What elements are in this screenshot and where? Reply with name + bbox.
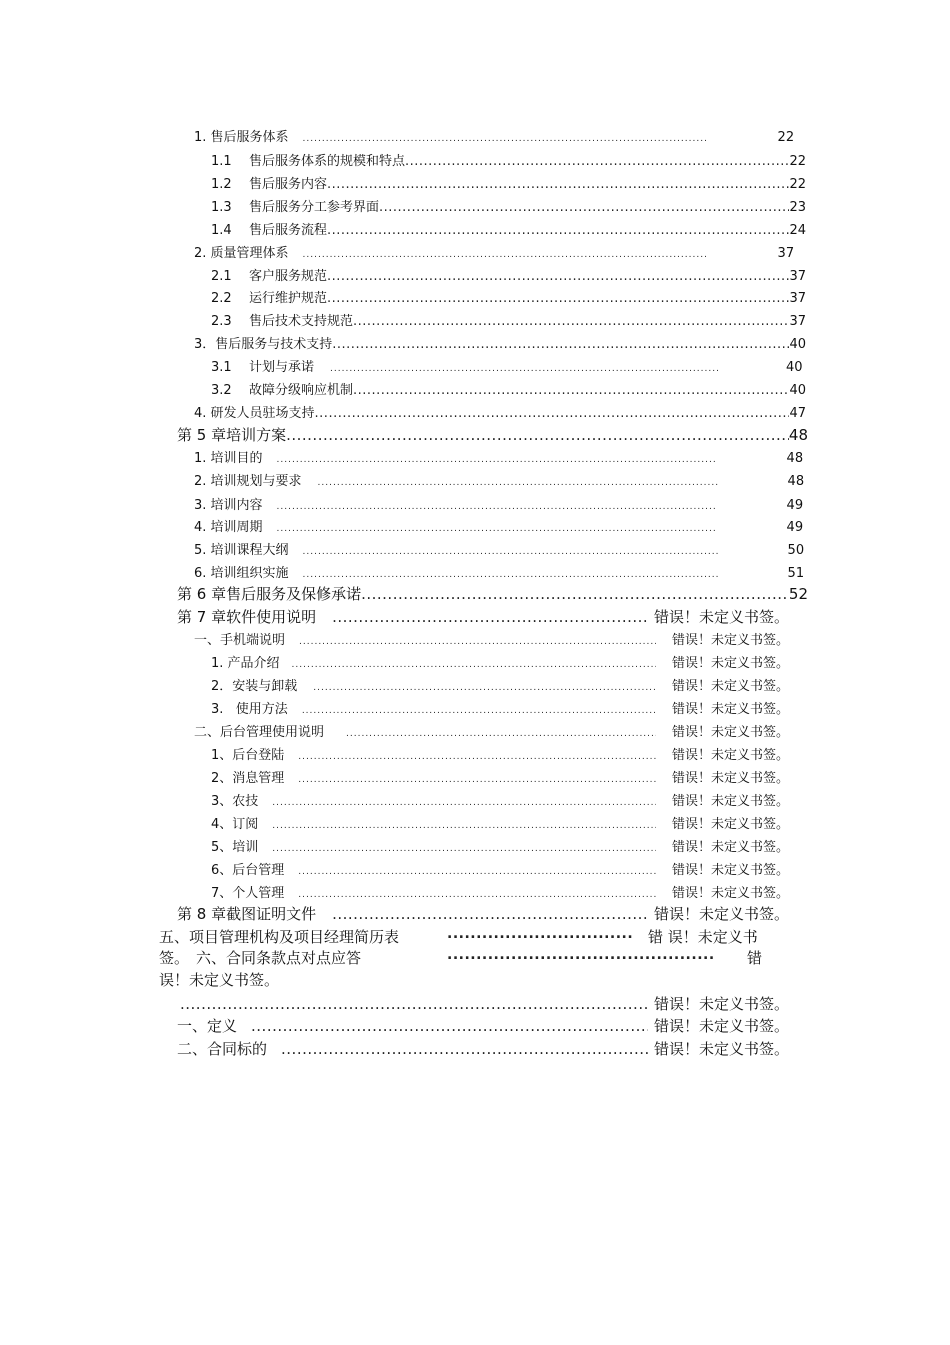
toc-page-cont: 签。 xyxy=(159,949,190,967)
leader-dots xyxy=(298,863,656,878)
leader-dots xyxy=(353,314,789,329)
leader-dots xyxy=(315,406,790,421)
toc-page: 错误！未定义书签。 xyxy=(671,886,789,901)
toc-page: 49 xyxy=(786,520,804,535)
toc-page: 40 xyxy=(789,383,806,398)
leader-dots xyxy=(332,608,648,626)
toc-page: 24 xyxy=(789,223,806,238)
leader-dots xyxy=(286,426,789,444)
leader-dots xyxy=(298,748,656,763)
toc-chapter[interactable] xyxy=(177,903,789,924)
toc-entry[interactable] xyxy=(211,675,789,694)
leader-dots xyxy=(361,585,789,603)
toc-entry[interactable] xyxy=(211,356,806,375)
toc-entry[interactable] xyxy=(194,494,806,513)
toc-entry[interactable] xyxy=(211,652,789,671)
leader-dots xyxy=(332,337,789,352)
leader-dots xyxy=(277,520,717,535)
toc-page: 错 xyxy=(747,949,763,967)
leader-dots xyxy=(303,543,718,558)
leader-dots xyxy=(327,177,789,192)
leader-dots xyxy=(292,656,656,671)
leader-dots xyxy=(272,840,656,855)
toc-page: 错误！未定义书签。 xyxy=(671,656,789,671)
toc-entry[interactable] xyxy=(211,698,789,717)
leader-dots xyxy=(303,130,708,145)
toc-number: 1.1 xyxy=(211,154,232,169)
toc-label: 第 5 章培训方案 xyxy=(177,426,287,444)
toc-page: 错误！未定义书签。 xyxy=(653,1040,789,1058)
toc-entry[interactable] xyxy=(211,379,806,398)
toc-label: 4. 培训周期 xyxy=(194,520,263,535)
toc-page: 37 xyxy=(789,269,806,284)
toc-page: 错误！未定义书签。 xyxy=(671,633,789,648)
toc-number: 2.2 xyxy=(211,291,232,306)
leader-dots xyxy=(318,474,718,489)
toc-page: 错误！未定义书签。 xyxy=(671,679,789,694)
toc-entry[interactable] xyxy=(211,882,789,901)
toc-entry[interactable] xyxy=(211,265,806,284)
toc-page: 51 xyxy=(787,566,805,581)
toc-entry[interactable] xyxy=(211,744,789,763)
toc-entry[interactable] xyxy=(211,836,789,855)
leader-dots xyxy=(332,905,648,923)
toc-entry[interactable] xyxy=(194,242,806,261)
toc-label: 7、个人管理 xyxy=(211,886,285,901)
toc-entry[interactable] xyxy=(211,287,806,306)
toc-chapter[interactable] xyxy=(177,424,808,445)
toc-label: 故障分级响应机制 xyxy=(249,383,354,398)
leader-dots xyxy=(272,794,656,809)
toc-label: 1. 产品介绍 xyxy=(211,656,280,671)
leader-dots xyxy=(353,383,789,398)
toc-label: 计划与承诺 xyxy=(249,360,315,375)
toc-entry[interactable] xyxy=(194,126,806,145)
toc-page: 37 xyxy=(789,314,806,329)
toc-label-section5[interactable]: 五、项目管理机构及项目经理简历表 xyxy=(159,928,400,946)
toc-label: 6. 培训组织实施 xyxy=(194,566,289,581)
toc-entry[interactable] xyxy=(211,150,806,169)
toc-number: 3.2 xyxy=(211,383,232,398)
leader-dots xyxy=(379,200,789,215)
toc-entry[interactable] xyxy=(180,993,789,1014)
toc-entry[interactable] xyxy=(194,447,806,466)
toc-label: 4. 研发人员驻场支持 xyxy=(194,406,315,421)
toc-page: 48 xyxy=(787,474,805,489)
toc-label: 3、农技 xyxy=(211,794,259,809)
toc-page: 37 xyxy=(789,291,806,306)
toc-page: 22 xyxy=(777,130,795,145)
leader-dots xyxy=(302,702,656,717)
toc-label: 二、合同标的 xyxy=(177,1040,268,1058)
toc-page: 错误！未定义书签。 xyxy=(671,817,789,832)
toc-page: 22 xyxy=(789,177,806,192)
toc-label: 1. 培训目的 xyxy=(194,451,263,466)
toc-page: 40 xyxy=(786,360,803,375)
toc-entry[interactable] xyxy=(211,767,789,786)
leader-dots xyxy=(313,679,656,694)
leader-dots xyxy=(303,246,708,261)
leader-dots xyxy=(447,926,632,946)
leader-dots xyxy=(299,633,656,648)
toc-page: 48 xyxy=(788,426,808,444)
toc-chapter[interactable] xyxy=(177,583,808,604)
toc-page: 错误！未定义书签。 xyxy=(671,840,789,855)
toc-page: 49 xyxy=(786,498,804,513)
toc-label: 二、后台管理使用说明 xyxy=(194,725,325,740)
toc-entry[interactable] xyxy=(177,1038,789,1059)
toc-label-section6[interactable]: 六、合同条款点对点应答 xyxy=(196,949,362,967)
toc-entry[interactable] xyxy=(211,790,789,809)
toc-label: 3．售后服务与技术支持 xyxy=(194,337,333,352)
leader-dots xyxy=(303,566,718,581)
toc-entry[interactable] xyxy=(177,1015,789,1036)
leader-dots xyxy=(405,154,789,169)
leader-dots xyxy=(327,291,789,306)
toc-entry[interactable] xyxy=(194,333,806,352)
toc-number: 2.3 xyxy=(211,314,232,329)
toc-page: 40 xyxy=(789,337,806,352)
toc-number: 2.1 xyxy=(211,269,232,284)
toc-label: 运行维护规范 xyxy=(249,291,328,306)
toc-label: 2. 质量管理体系 xyxy=(194,246,289,261)
toc-page: 52 xyxy=(788,585,808,603)
leader-dots xyxy=(251,1017,648,1035)
toc-entry[interactable] xyxy=(194,470,806,489)
toc-entry[interactable] xyxy=(194,402,806,421)
toc-label: 第 8 章截图证明文件 xyxy=(177,905,317,923)
toc-label: 售后服务流程 xyxy=(249,223,328,238)
toc-page: 48 xyxy=(786,451,804,466)
toc-page: 错误！未定义书签。 xyxy=(653,608,789,626)
toc-label: 售后服务内容 xyxy=(249,177,328,192)
toc-entry[interactable] xyxy=(211,310,806,329)
toc-label: 1、后台登陆 xyxy=(211,748,285,763)
leader-dots xyxy=(180,995,648,1013)
leader-dots xyxy=(327,269,789,284)
toc-label: 6、后台管理 xyxy=(211,863,285,878)
toc-label: 3. 培训内容 xyxy=(194,498,263,513)
toc-page: 37 xyxy=(777,246,795,261)
toc-entry[interactable] xyxy=(194,562,806,581)
toc-entry[interactable] xyxy=(194,721,789,740)
toc-chapter[interactable] xyxy=(177,606,789,627)
toc-label: 客户服务规范 xyxy=(249,269,328,284)
toc-entry[interactable] xyxy=(211,859,789,878)
toc-page: 50 xyxy=(787,543,805,558)
toc-page-cont: 误！未定义书签。 xyxy=(159,971,280,989)
toc-page: 错误！未定义书签。 xyxy=(653,1017,789,1035)
toc-label: 第 6 章售后服务及保修承诺 xyxy=(177,585,362,603)
toc-number: 3.1 xyxy=(211,360,232,375)
toc-entry[interactable] xyxy=(211,219,806,238)
toc-label: 2. 培训规划与要求 xyxy=(194,474,302,489)
toc-entry[interactable] xyxy=(211,196,806,215)
toc-number: 1.3 xyxy=(211,200,232,215)
toc-page: 22 xyxy=(789,154,806,169)
toc-page: 错误！未定义书签。 xyxy=(653,905,789,923)
toc-entry[interactable] xyxy=(194,629,789,648)
toc-label: 1. 售后服务体系 xyxy=(194,130,289,145)
toc-label: 2、消息管理 xyxy=(211,771,285,786)
toc-page: 错误！未定义书签。 xyxy=(671,863,789,878)
toc-label: 2．安装与卸载 xyxy=(211,679,298,694)
toc-label: 4、订阅 xyxy=(211,817,259,832)
toc-number: 1.2 xyxy=(211,177,232,192)
toc-number: 1.4 xyxy=(211,223,232,238)
leader-dots xyxy=(277,451,717,466)
toc-page: 错误！未定义书签。 xyxy=(653,995,789,1013)
toc-label: 一、手机端说明 xyxy=(194,633,286,648)
toc-label: 售后服务体系的规模和特点 xyxy=(249,154,406,169)
toc-page: 错误！未定义书签。 xyxy=(671,794,789,809)
toc-label: 第 7 章软件使用说明 xyxy=(177,608,317,626)
toc-label: 5、培训 xyxy=(211,840,259,855)
toc-label: 一、定义 xyxy=(177,1017,238,1035)
toc-entry[interactable] xyxy=(211,173,806,192)
toc-page: 错误！未定义书签。 xyxy=(671,725,789,740)
leader-dots xyxy=(327,223,789,238)
toc-page: 错 误！未定义书 xyxy=(648,928,758,946)
toc-label: 3. 使用方法 xyxy=(211,702,288,717)
toc-page: 错误！未定义书签。 xyxy=(671,702,789,717)
leader-dots xyxy=(447,947,715,967)
toc-entry[interactable] xyxy=(211,813,789,832)
leader-dots xyxy=(281,1040,648,1058)
toc-page: 47 xyxy=(789,406,806,421)
leader-dots xyxy=(272,817,656,832)
leader-dots xyxy=(277,498,717,513)
leader-dots xyxy=(298,886,656,901)
leader-dots xyxy=(330,360,720,375)
toc-entry[interactable] xyxy=(194,539,806,558)
leader-dots xyxy=(346,725,656,740)
toc-page: 错误！未定义书签。 xyxy=(671,771,789,786)
toc-label: 售后技术支持规范 xyxy=(249,314,354,329)
toc-page: 23 xyxy=(789,200,806,215)
toc-label: 售后服务分工参考界面 xyxy=(249,200,380,215)
leader-dots xyxy=(298,771,656,786)
toc-page: 错误！未定义书签。 xyxy=(671,748,789,763)
toc-entry[interactable] xyxy=(194,516,806,535)
toc-label: 5. 培训课程大纲 xyxy=(194,543,289,558)
